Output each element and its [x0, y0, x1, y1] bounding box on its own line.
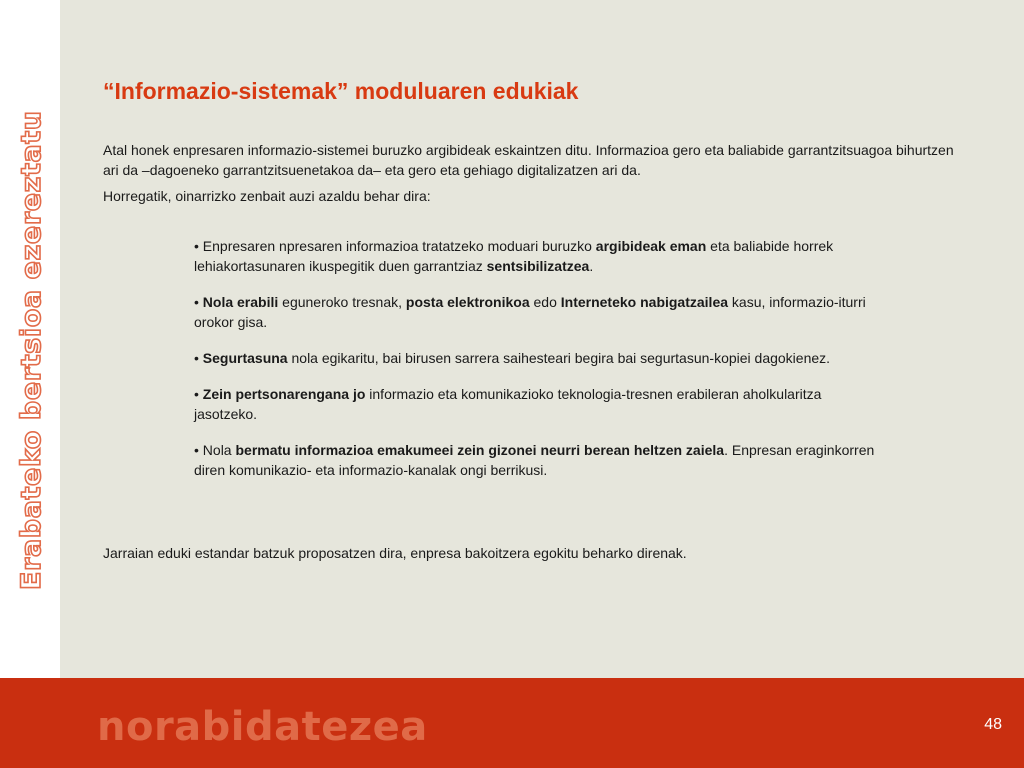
- bullet-emphasis: bermatu informazioa emakumeei zein gizonei neurri berean heltzen zaiela: [235, 442, 725, 458]
- bullet-emphasis: sentsibilizatzea: [486, 258, 590, 274]
- bullet-text: .: [589, 258, 594, 274]
- list-item: [194, 384, 884, 424]
- intro-lead: Horregatik, oinarrizko zenbait auzi azaldu behar dira:: [103, 188, 431, 204]
- bullet-text: eguneroko tresnak,: [278, 294, 406, 310]
- bullet-emphasis: Zein pertsonarengana jo: [202, 386, 366, 402]
- bullet-emphasis: Segurtasuna: [202, 350, 288, 366]
- bullet-text: edo: [529, 294, 561, 310]
- bullet-emphasis: Interneteko nabigatzailea: [560, 294, 729, 310]
- list-item: [194, 236, 884, 276]
- bullet-text: •: [194, 294, 203, 310]
- bullet-text: •: [194, 350, 203, 366]
- closing-paragraph: Jarraian eduki estandar batzuk proposatzen dira, enpresa bakoitzera egokitu beharko direnak.: [103, 545, 687, 561]
- bullet-text: kasu, informazio-iturri orokor gisa.: [194, 294, 866, 330]
- page-title: “Informazio-sistemak” moduluaren edukiak: [103, 78, 579, 104]
- list-item: [194, 348, 884, 368]
- bullet-text: eta baliabide horrek lehiakortasunaren ikuspegitik duen garrantziaz: [194, 238, 834, 274]
- vertical-title: [0, 0, 60, 678]
- brand-logo: norabidatezea: [97, 704, 428, 750]
- bullet-text: informazio eta komunikazioko teknologia-tresnen erabileran aholkularitza jasotzeko.: [194, 386, 822, 422]
- bullet-text: •: [194, 386, 203, 402]
- intro-paragraph: Atal honek enpresaren informazio-sistemei buruzko argibideak eskaintzen ditu. Informazioa gero eta baliabide garrantzitsuagoa bihurtzen ari da –dagoeneko garrantzitsuenetakoa da– eta gero eta gehiago digitalizatzen ari da.: [103, 142, 954, 178]
- vertical-title-text: Erabateko bertsioa ezereztatu: [16, 110, 47, 590]
- page-number: 48: [984, 716, 1002, 733]
- bullet-list: [194, 236, 884, 496]
- bullet-text: • Enpresaren npresaren informazioa tratatzeko moduari buruzko: [194, 238, 596, 254]
- bullet-text: . Enpresan eraginkorren diren komunikazio- eta informazio-kanalak ongi berrikusi.: [194, 442, 875, 478]
- bullet-emphasis: posta elektronikoa: [405, 294, 530, 310]
- list-item: [194, 292, 884, 332]
- bullet-text: • Nola: [194, 442, 236, 458]
- bullet-emphasis: argibideak eman: [595, 238, 707, 254]
- bullet-emphasis: Nola erabili: [202, 294, 279, 310]
- list-item: [194, 440, 884, 480]
- footer-bar: [0, 678, 1024, 768]
- slide-content: [60, 0, 1024, 678]
- left-sidebar: [0, 0, 60, 678]
- bullet-text: nola egikaritu, bai birusen sarrera saihesteari begira bai segurtasun-kopiei dagokienez.: [287, 350, 831, 366]
